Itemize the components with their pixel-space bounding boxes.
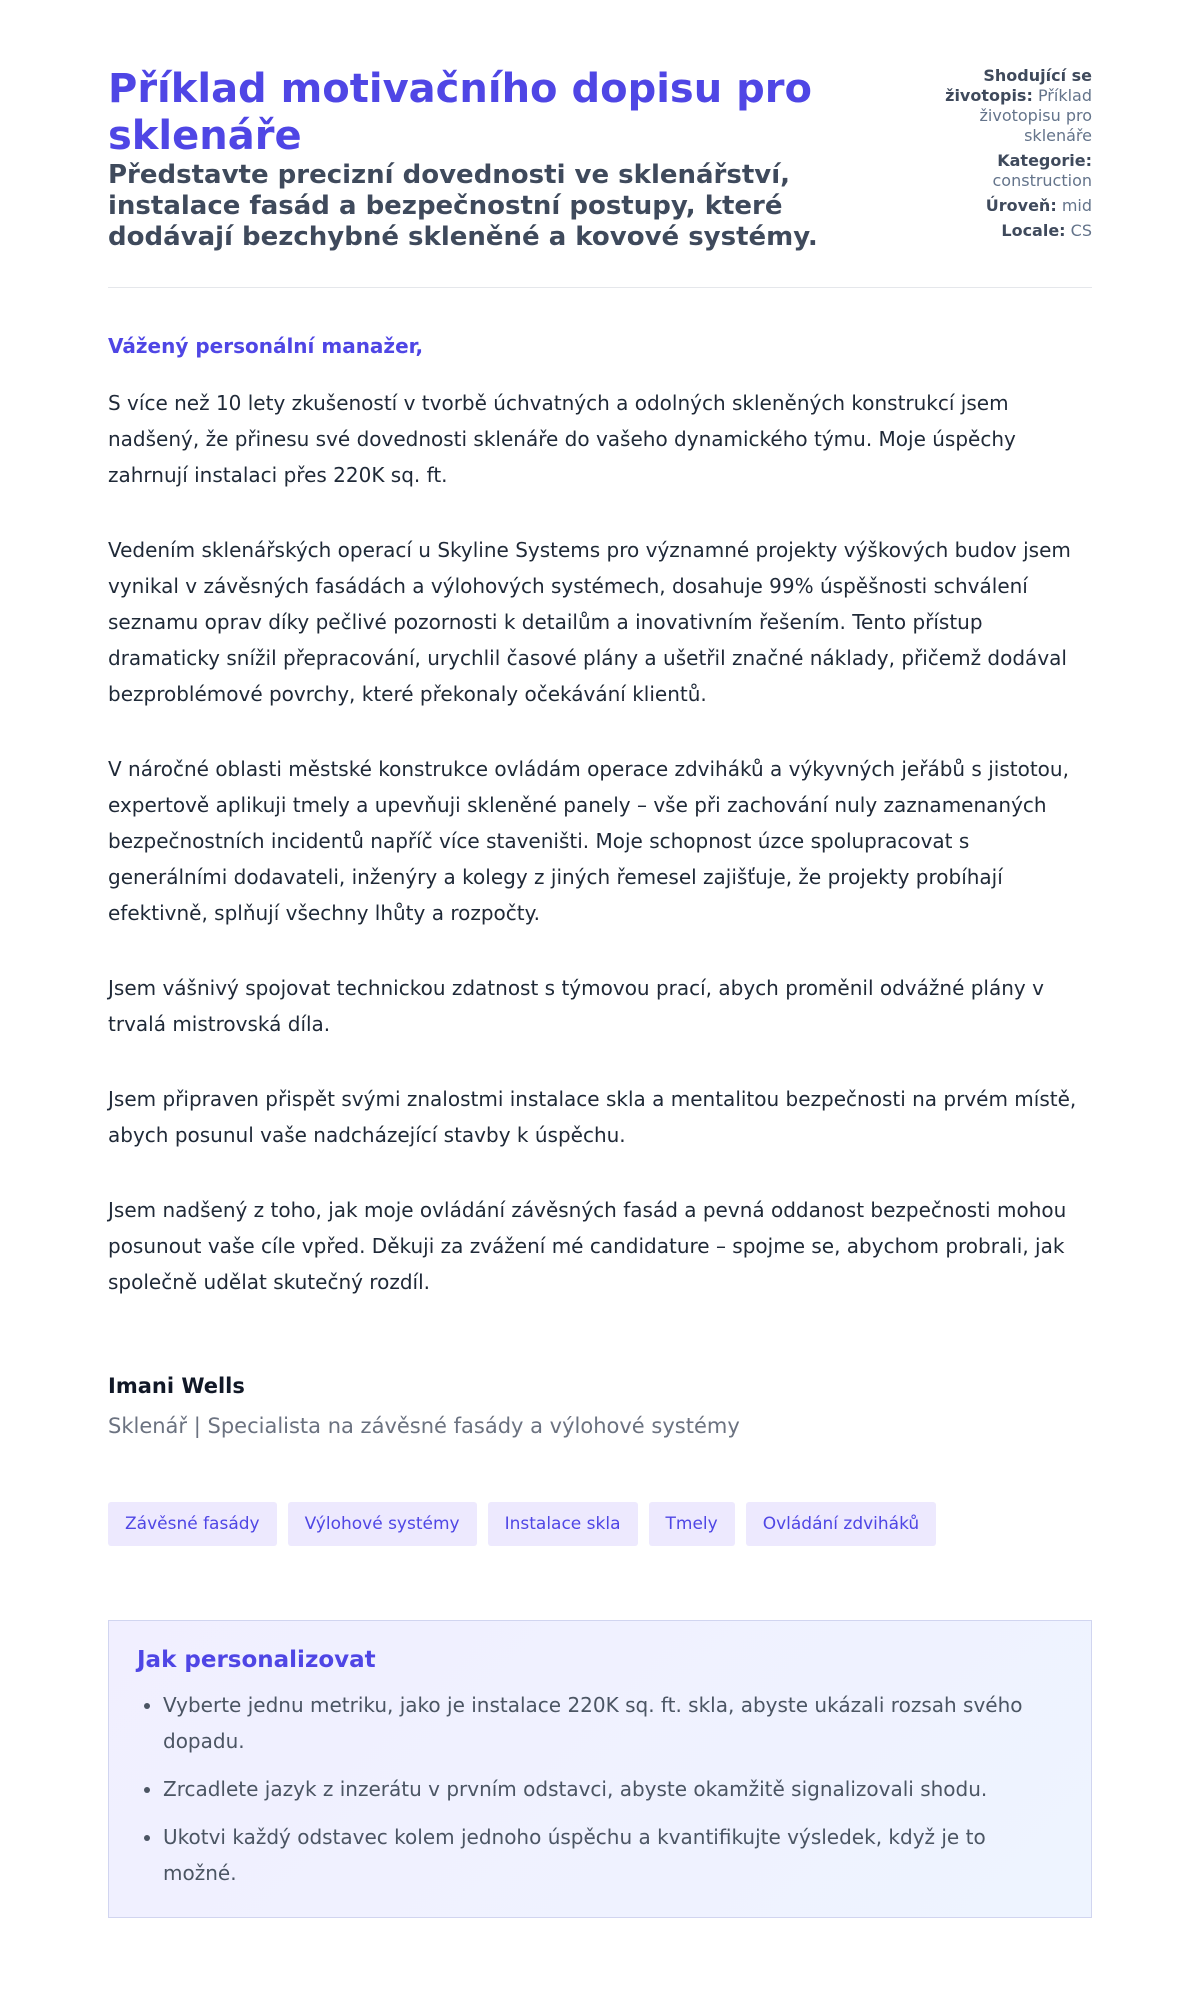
tips-item: • Vyberte jednu metriku, jako je instalace 220K sq. ft. skla, abyste ukázali rozsah svého dopadu. bbox=[163, 1687, 1063, 1759]
letter-paragraph: V náročné oblasti městské konstrukce ovládám operace zdviháků a výkyvných jeřábů s jistotou, expertově aplikuji tmely a upevňuji skleněné panely – vše při zachování nuly zaznamenaných bezpečnostních incidentů napříč více staveništi. Moje schopnost úzce spolupracovat s generálními dodavateli, inženýry a kolegy z jiných řemesel zajišťuje, že projekty probíhají efektivně, splňují všechny lhůty a rozpočty. bbox=[108, 757, 1069, 925]
personalization-tips bbox=[108, 1620, 1092, 1918]
meta-category-label: Kategorie: bbox=[997, 151, 1092, 170]
page-subtitle: Představte precizní dovednosti ve sklenářství, instalace fasád a bezpečnostní postupy, které dodávají bezchybné skleněné a kovové systémy. bbox=[108, 160, 818, 252]
letter-paragraph: Jsem připraven přispět svými znalostmi instalace skla a mentalitou bezpečnosti na prvém místě, abych posunul vaše nadcházející stavby k úspěchu. bbox=[108, 1087, 1077, 1147]
meta-category bbox=[922, 151, 1092, 191]
page-title: Příklad motivačního dopisu pro sklenáře bbox=[108, 66, 812, 159]
tips-item: • Zrcadlete jazyk z inzerátu v prvním odstavci, abyste okamžitě signalizovali shodu. bbox=[163, 1771, 1063, 1807]
signature-role: Sklenář | Specialista na závěsné fasády a výlohové systémy bbox=[108, 1414, 740, 1438]
header-titles bbox=[108, 66, 858, 253]
meta-level-value: mid bbox=[1061, 196, 1092, 215]
letter-paragraph: S více než 10 lety zkušeností v tvorbě úchvatných a odolných skleněných konstrukcí jsem nadšený, že přinesu své dovednosti sklenáře do vašeho dynamického týmu. Moje úspěchy zahrnují instalaci přes 220K sq. ft. bbox=[108, 391, 1016, 487]
tips-list bbox=[137, 1687, 1063, 1891]
skill-tag: Výlohové systémy bbox=[288, 1502, 477, 1546]
skill-tag: Ovládání zdviháků bbox=[746, 1502, 936, 1546]
meta-locale-value: CS bbox=[1070, 221, 1092, 240]
letter-body bbox=[108, 288, 1092, 1918]
skill-tags bbox=[108, 1502, 1092, 1546]
meta-resume-value: Příklad životopisu pro sklenáře bbox=[979, 86, 1092, 145]
skill-tag: Instalace skla bbox=[488, 1502, 638, 1546]
tips-item: • Ukotvi každý odstavec kolem jednoho úspěchu a kvantifikujte výsledek, když je to možné. bbox=[163, 1819, 1063, 1891]
page-header bbox=[108, 0, 1092, 288]
meta-resume bbox=[922, 66, 1092, 146]
letter-paragraph: Jsem vášnivý spojovat technickou zdatnost s týmovou prací, abych proměnil odvážné plány v trvalá mistrovská díla. bbox=[108, 976, 1044, 1036]
meta-level bbox=[922, 196, 1092, 216]
meta-resume-label: Shodující se životopis: bbox=[945, 66, 1092, 105]
letter-paragraph: Jsem nadšený z toho, jak moje ovládání závěsných fasád a pevná oddanost bezpečnosti mohou posunout vaše cíle vpřed. Děkuji za zvážení mé candidature – spojme se, abychom probrali, jak společně udělat skutečný rozdíl. bbox=[108, 1198, 1067, 1294]
skill-tag: Tmely bbox=[649, 1502, 735, 1546]
signature-block bbox=[108, 1372, 1092, 1440]
meta-category-value: construction bbox=[992, 171, 1092, 190]
letter-paragraph: Vedením sklenářských operací u Skyline Systems pro významné projekty výškových budov jsem vynikal v závěsných fasádách a výlohových systémech, dosahuje 99% úspěšnosti schválení seznamu oprav díky pečlivé pozornosti k detailům a inovativním řešením. Tento přístup dramaticky snížil přepracování, urychlil časové plány a ušetřil značné náklady, přičemž dodával bezproblémové povrchy, které překonaly očekávání klientů. bbox=[108, 538, 1071, 706]
meta-locale-label: Locale: bbox=[1001, 221, 1066, 240]
skill-tag: Závěsné fasády bbox=[108, 1502, 277, 1546]
tips-title: Jak personalizovat bbox=[137, 1647, 376, 1673]
letter-salutation: Vážený personální manažer, bbox=[108, 334, 424, 358]
meta-panel bbox=[922, 66, 1092, 246]
meta-locale bbox=[922, 221, 1092, 241]
signature-name: Imani Wells bbox=[108, 1374, 245, 1398]
meta-level-label: Úroveň: bbox=[985, 196, 1057, 215]
